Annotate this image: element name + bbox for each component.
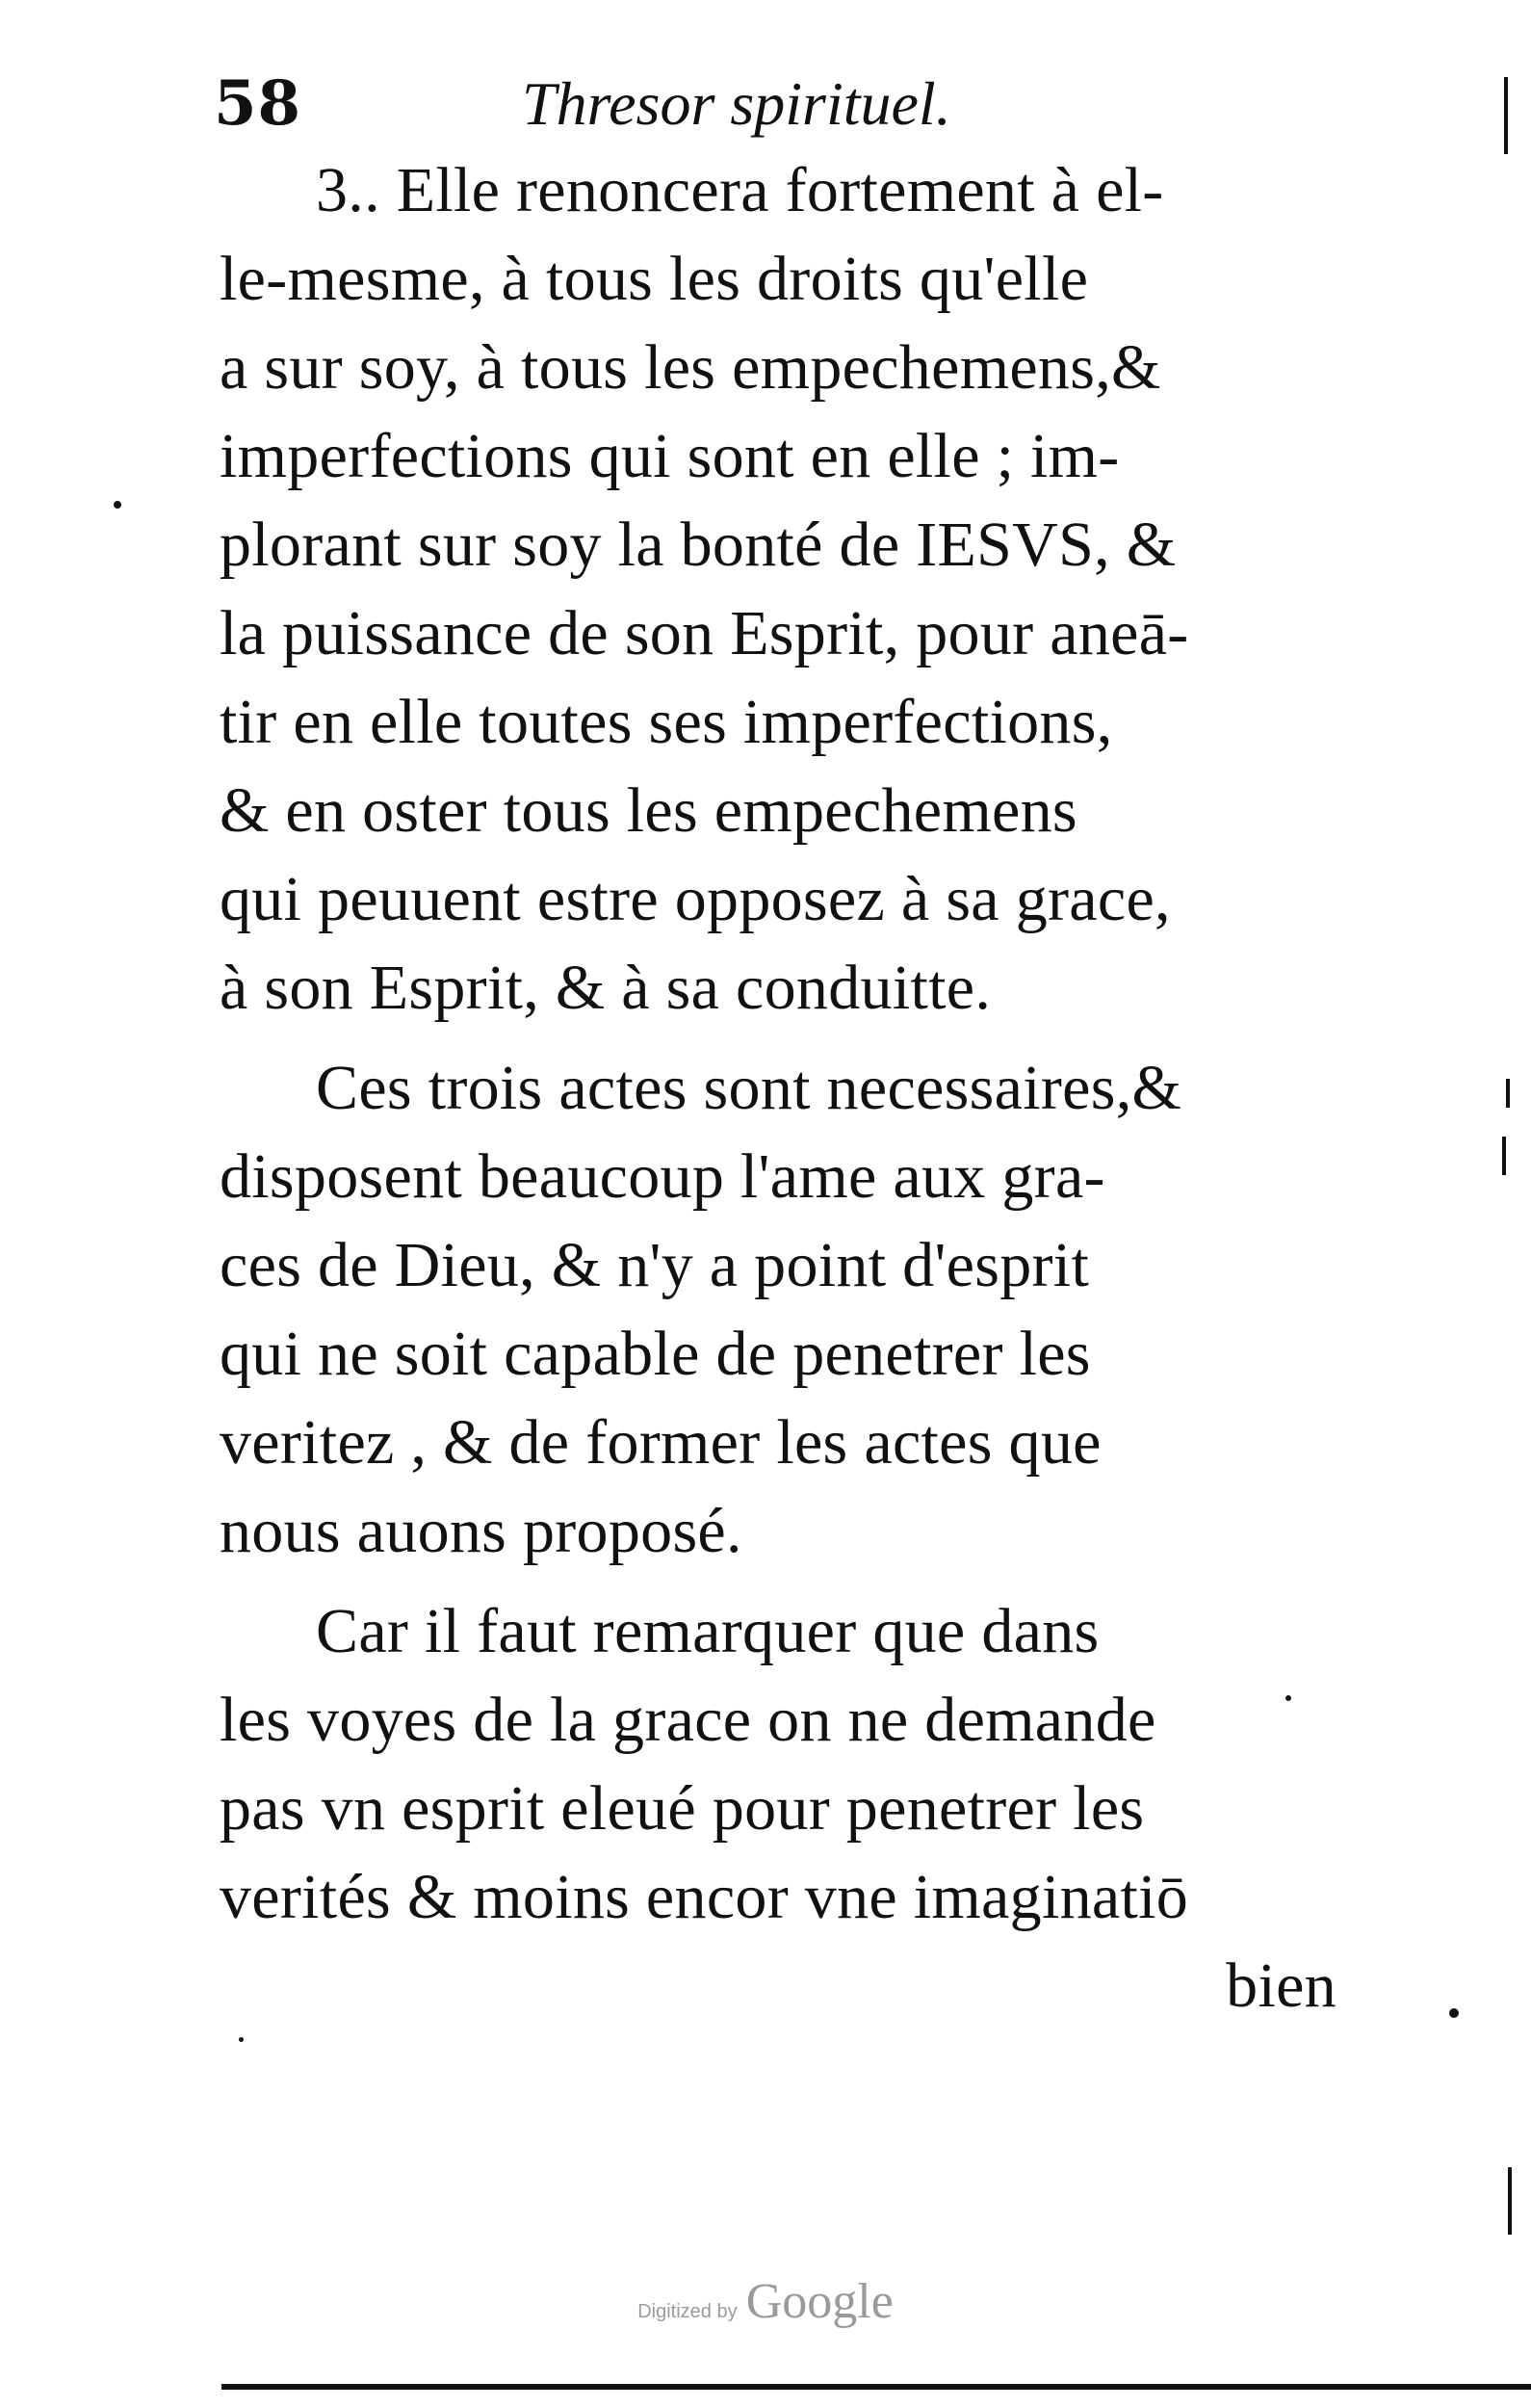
text-line: & en oster tous les empechemens xyxy=(220,775,1077,846)
page-header xyxy=(214,56,1042,152)
ink-speck xyxy=(1449,2008,1459,2018)
google-logo: Google xyxy=(745,2274,894,2329)
text-line: 3.. Elle renoncera fortement à el- xyxy=(316,155,1164,225)
text-line: verités & moins encor vne imaginatiō xyxy=(220,1862,1189,1932)
text-line: la puissance de son Esprit, pour aneā- xyxy=(220,598,1189,668)
scan-bottom-border xyxy=(221,2384,1531,2390)
main-text xyxy=(220,146,1346,2030)
page-number: 58 xyxy=(214,67,302,140)
scan-edge xyxy=(1483,0,1531,2408)
text-line: Ces trois actes sont necessaires,& xyxy=(316,1053,1182,1123)
text-line: ces de Dieu, & n'y a point d'esprit xyxy=(220,1230,1090,1300)
text-line: le-mesme, à tous les droits qu'elle xyxy=(220,244,1089,314)
ink-speck xyxy=(1285,1695,1291,1701)
text-line: Car il faut remarquer que dans xyxy=(316,1596,1100,1666)
text-line: les voyes de la grace on ne demande xyxy=(220,1685,1156,1755)
running-title: Thresor spirituel. xyxy=(522,69,951,138)
text-line: veritez , & de former les actes que xyxy=(220,1407,1102,1478)
text-line: imperfections qui sont en elle ; im- xyxy=(220,421,1120,491)
text-line: a sur soy, à tous les empechemens,& xyxy=(220,332,1161,403)
text-line: disposent beaucoup l'ame aux gra- xyxy=(220,1141,1105,1212)
text-line: à son Esprit, & à sa conduitte. xyxy=(220,953,992,1023)
text-line: nous auons proposé. xyxy=(220,1496,742,1566)
ink-speck xyxy=(114,501,121,509)
digitization-footer xyxy=(0,2273,1531,2350)
catchword: bien xyxy=(1226,1950,1336,2021)
text-line: qui peuuent estre opposez à sa grace, xyxy=(220,864,1171,934)
text-line: plorant sur soy la bonté de IESVS, & xyxy=(220,510,1177,580)
text-line: pas vn esprit eleué pour penetrer les xyxy=(220,1773,1145,1844)
ink-speck xyxy=(239,2037,244,2042)
text-line: tir en elle toutes ses imperfections, xyxy=(220,687,1113,757)
text-line: qui ne soit capable de penetrer les xyxy=(220,1319,1091,1389)
digitized-by-label: Digitized by xyxy=(637,2301,738,2322)
